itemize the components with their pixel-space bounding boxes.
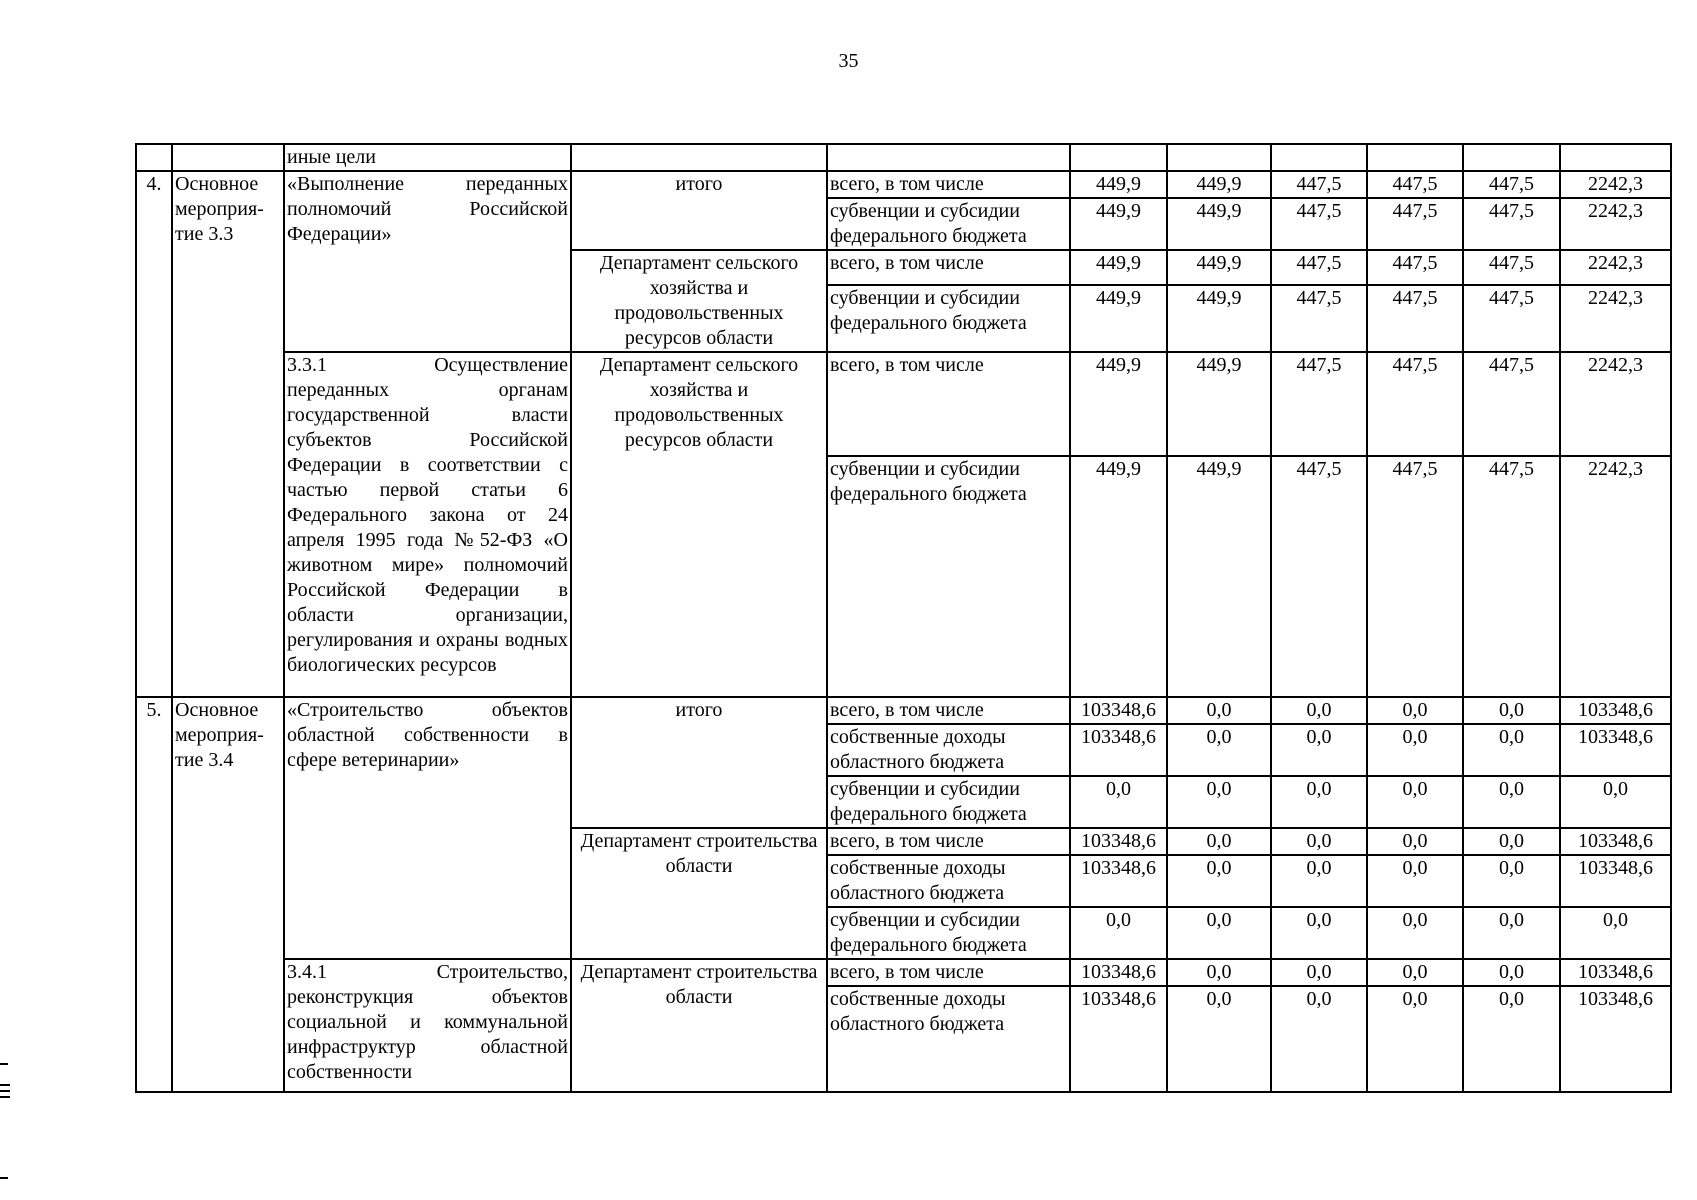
value-cell: 447,5 <box>1367 198 1463 250</box>
value-cell: 447,5 <box>1463 171 1560 198</box>
table-row <box>136 144 1671 171</box>
value-cell: 447,5 <box>1367 352 1463 456</box>
value-cell: 0,0 <box>1271 828 1367 855</box>
value-cell: 0,0 <box>1367 724 1463 776</box>
page-number: 35 <box>838 50 859 72</box>
value-cell: 449,9 <box>1070 198 1167 250</box>
value-cell: 103348,6 <box>1070 855 1167 907</box>
funding-source: собственные доходы областного бюджета <box>827 724 1070 776</box>
value-cell: 447,5 <box>1463 352 1560 456</box>
funding-source: всего, в том числе <box>827 171 1070 198</box>
row-number: 4. <box>136 171 172 697</box>
value-cell: 0,0 <box>1367 828 1463 855</box>
value-cell: 0,0 <box>1167 907 1271 959</box>
funding-source: субвенции и субсидии федерального бюджета <box>827 456 1070 697</box>
value-cell: 0,0 <box>1167 776 1271 828</box>
value-cell: 447,5 <box>1463 250 1560 285</box>
value-cell: 103348,6 <box>1070 986 1167 1092</box>
value-cell: 447,5 <box>1271 456 1367 697</box>
value-cell: 0,0 <box>1271 855 1367 907</box>
value-cell: 0,0 <box>1167 855 1271 907</box>
value-cell: 0,0 <box>1463 724 1560 776</box>
value-cell: 447,5 <box>1463 456 1560 697</box>
value-cell: 0,0 <box>1167 697 1271 724</box>
value-cell: 0,0 <box>1463 986 1560 1092</box>
value-cell: 103348,6 <box>1070 724 1167 776</box>
value-cell: 0,0 <box>1367 907 1463 959</box>
sub-executor: Департамент строительства области <box>571 959 827 1092</box>
value-cell: 449,9 <box>1070 171 1167 198</box>
value-cell: 103348,6 <box>1560 855 1671 907</box>
table-row <box>136 352 1671 456</box>
scan-mark <box>0 1096 10 1098</box>
value-cell: 449,9 <box>1070 250 1167 285</box>
value-cell: 103348,6 <box>1560 986 1671 1092</box>
value-cell: 103348,6 <box>1560 959 1671 986</box>
value-cell: 447,5 <box>1271 198 1367 250</box>
value-cell: 2242,3 <box>1560 250 1671 285</box>
activity-type: Основное мероприя-тие 3.3 <box>172 171 284 697</box>
value-cell: 2242,3 <box>1560 285 1671 352</box>
value-cell: 2242,3 <box>1560 352 1671 456</box>
executor: Департамент сельского хозяйства и продовольственных ресурсов области <box>571 250 827 352</box>
value-cell: 0,0 <box>1367 697 1463 724</box>
value-cell: 447,5 <box>1367 456 1463 697</box>
activity-title: «Строительство объектов областной собственности в сфере ветеринарии» <box>284 697 571 959</box>
value-cell: 0,0 <box>1463 697 1560 724</box>
value-cell: 0,0 <box>1463 907 1560 959</box>
value-cell: 0,0 <box>1271 776 1367 828</box>
value-cell: 0,0 <box>1271 697 1367 724</box>
value-cell: 447,5 <box>1463 198 1560 250</box>
value-cell: 447,5 <box>1367 285 1463 352</box>
value-cell: 0,0 <box>1367 776 1463 828</box>
row-number: 5. <box>136 697 172 1092</box>
value-cell: 2242,3 <box>1560 171 1671 198</box>
value-cell: 103348,6 <box>1560 828 1671 855</box>
value-cell: 449,9 <box>1167 352 1271 456</box>
funding-source: субвенции и субсидии федерального бюджета <box>827 907 1070 959</box>
value-cell: 449,9 <box>1167 250 1271 285</box>
total-label: итого <box>571 697 827 828</box>
value-cell: 103348,6 <box>1560 697 1671 724</box>
value-cell: 449,9 <box>1167 198 1271 250</box>
value-cell: 0,0 <box>1167 986 1271 1092</box>
value-cell: 0,0 <box>1070 907 1167 959</box>
continuation-cell: иные цели <box>284 144 571 171</box>
value-cell: 0,0 <box>1070 776 1167 828</box>
value-cell: 0,0 <box>1367 855 1463 907</box>
value-cell: 0,0 <box>1463 855 1560 907</box>
value-cell: 449,9 <box>1167 171 1271 198</box>
value-cell: 2242,3 <box>1560 198 1671 250</box>
value-cell: 449,9 <box>1070 285 1167 352</box>
value-cell: 447,5 <box>1271 285 1367 352</box>
funding-source: всего, в том числе <box>827 250 1070 285</box>
value-cell: 0,0 <box>1463 828 1560 855</box>
funding-source: всего, в том числе <box>827 352 1070 456</box>
funding-source: субвенции и субсидии федерального бюджета <box>827 776 1070 828</box>
value-cell: 103348,6 <box>1070 697 1167 724</box>
value-cell: 0,0 <box>1271 986 1367 1092</box>
scan-mark <box>0 1177 8 1179</box>
table-row <box>136 959 1671 986</box>
value-cell: 447,5 <box>1271 352 1367 456</box>
value-cell: 449,9 <box>1070 352 1167 456</box>
value-cell: 449,9 <box>1167 456 1271 697</box>
value-cell: 0,0 <box>1560 776 1671 828</box>
scan-mark <box>0 1090 10 1092</box>
value-cell: 0,0 <box>1167 959 1271 986</box>
value-cell: 447,5 <box>1271 250 1367 285</box>
value-cell: 0,0 <box>1367 959 1463 986</box>
activity-title: «Выполнение переданных полномочий Российской Федерации» <box>284 171 571 352</box>
sub-executor: Департамент сельского хозяйства и продовольственных ресурсов области <box>571 352 827 697</box>
value-cell: 0,0 <box>1367 986 1463 1092</box>
value-cell: 449,9 <box>1167 285 1271 352</box>
funding-source: всего, в том числе <box>827 828 1070 855</box>
executor: Департамент строительства области <box>571 828 827 959</box>
value-cell: 449,9 <box>1070 456 1167 697</box>
value-cell: 0,0 <box>1271 907 1367 959</box>
scan-mark <box>0 1063 8 1065</box>
sub-activity-title: 3.3.1 Осуществление переданных органам государственной власти субъектов Российской Федерации в соответствии с частью первой статьи 6 Федерального закона от 24 апреля 1995 года №52-ФЗ «О животном мире» полномочий Российской Федерации в области организации, регулирования и охраны водных биологических ресурсов <box>284 352 571 697</box>
funding-source: всего, в том числе <box>827 959 1070 986</box>
value-cell: 0,0 <box>1560 907 1671 959</box>
value-cell: 0,0 <box>1463 959 1560 986</box>
funding-source: субвенции и субсидии федерального бюджета <box>827 198 1070 250</box>
table-body <box>136 144 1671 1092</box>
value-cell: 103348,6 <box>1070 959 1167 986</box>
scan-mark <box>0 1084 10 1086</box>
sub-activity-title: 3.4.1 Строительство, реконструкция объектов социальной и коммунальной инфраструктур областной собственности <box>284 959 571 1092</box>
value-cell: 103348,6 <box>1070 828 1167 855</box>
value-cell: 447,5 <box>1367 250 1463 285</box>
value-cell: 0,0 <box>1167 828 1271 855</box>
table-row <box>136 697 1671 724</box>
table-row <box>136 171 1671 198</box>
value-cell: 0,0 <box>1271 724 1367 776</box>
funding-source: собственные доходы областного бюджета <box>827 986 1070 1092</box>
funding-source: собственные доходы областного бюджета <box>827 855 1070 907</box>
value-cell: 447,5 <box>1271 171 1367 198</box>
total-label: итого <box>571 171 827 250</box>
value-cell: 447,5 <box>1367 171 1463 198</box>
funding-source: всего, в том числе <box>827 697 1070 724</box>
value-cell: 2242,3 <box>1560 456 1671 697</box>
budget-table <box>135 143 1672 1093</box>
activity-type: Основное мероприя-тие 3.4 <box>172 697 284 1092</box>
value-cell: 0,0 <box>1167 724 1271 776</box>
value-cell: 0,0 <box>1271 959 1367 986</box>
value-cell: 447,5 <box>1463 285 1560 352</box>
value-cell: 0,0 <box>1463 776 1560 828</box>
funding-source: субвенции и субсидии федерального бюджета <box>827 285 1070 352</box>
value-cell: 103348,6 <box>1560 724 1671 776</box>
